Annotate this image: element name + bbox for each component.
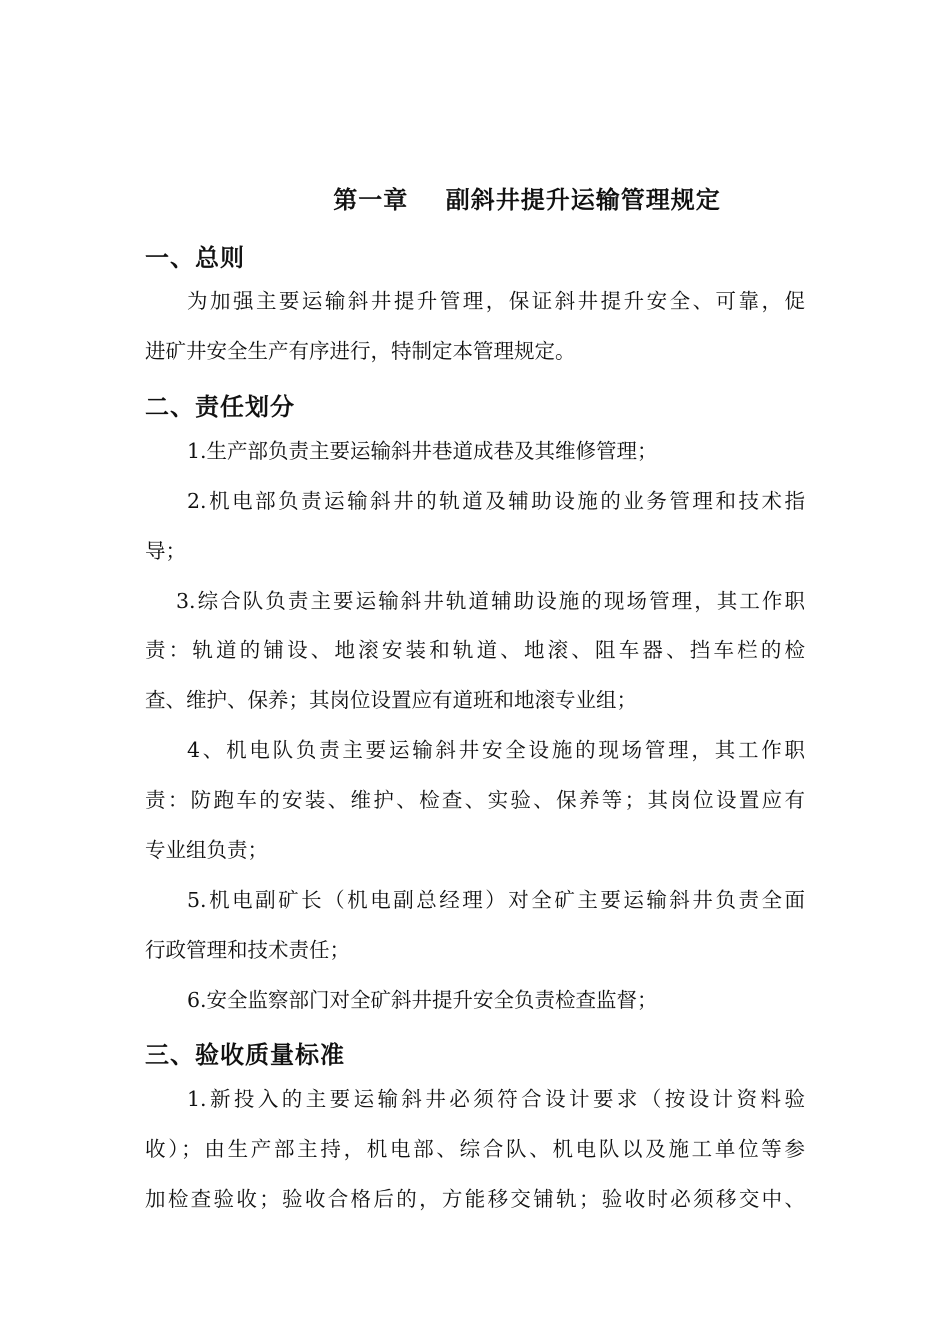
paragraph-line: 3.综合队负责主要运输斜井轨道辅助设施的现场管理，其工作职 <box>176 589 805 613</box>
paragraph-line: 责：防跑车的安装、维护、检查、实验、保养等；其岗位设置应有 <box>145 788 805 812</box>
paragraph-line: 导； <box>145 539 186 563</box>
section-heading-responsibility: 二、责任划分 <box>145 393 295 421</box>
paragraph-line: 1.生产部负责主要运输斜井巷道成巷及其维修管理； <box>187 439 658 463</box>
paragraph-line: 5.机电副矿长（机电副总经理）对全矿主要运输斜井负责全面 <box>187 888 805 912</box>
paragraph-line: 专业组负责； <box>145 838 268 862</box>
paragraph-line: 查、维护、保养；其岗位设置应有道班和地滚专业组； <box>145 688 637 712</box>
paragraph-line: 6.安全监察部门对全矿斜井提升安全负责检查监督； <box>187 988 658 1012</box>
paragraph-line: 进矿井安全生产有序进行，特制定本管理规定。 <box>145 339 576 363</box>
section-heading-acceptance: 三、验收质量标准 <box>145 1041 345 1069</box>
paragraph-line: 为加强主要运输斜井提升管理，保证斜井提升安全、可靠，促 <box>187 289 805 313</box>
section-heading-general: 一、总则 <box>145 244 245 272</box>
paragraph-line: 加检查验收；验收合格后的，方能移交铺轨；验收时必须移交中、 <box>145 1187 805 1211</box>
paragraph-line: 责：轨道的铺设、地滚安装和轨道、地滚、阻车器、挡车栏的检 <box>145 638 805 662</box>
paragraph-line: 收）；由生产部主持，机电部、综合队、机电队以及施工单位等参 <box>145 1137 805 1161</box>
paragraph-line: 4、机电队负责主要运输斜井安全设施的现场管理，其工作职 <box>187 738 805 762</box>
paragraph-line: 1.新投入的主要运输斜井必须符合设计要求（按设计资料验 <box>187 1087 805 1111</box>
paragraph-line: 2.机电部负责运输斜井的轨道及辅助设施的业务管理和技术指 <box>187 489 805 513</box>
paragraph-line: 行政管理和技术责任； <box>145 938 350 962</box>
chapter-title: 第一章 副斜井提升运输管理规定 <box>333 186 721 214</box>
